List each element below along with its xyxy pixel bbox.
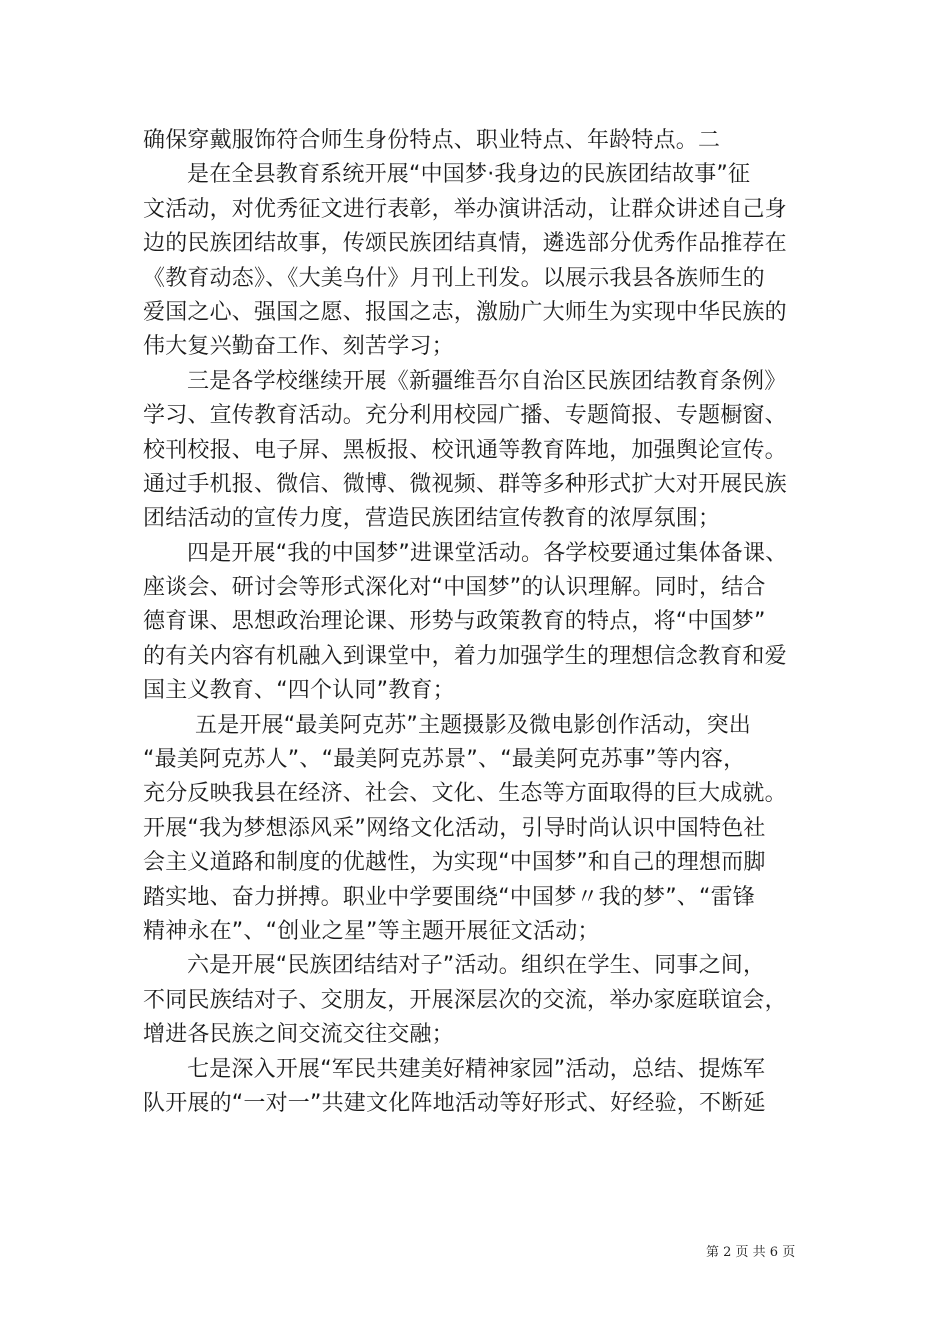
text-line: 开展“我为梦想添风采”网络文化活动，引导时尚认识中国特色社 [143, 815, 766, 841]
text-line: 团结活动的宣传力度，营造民族团结宣传教育的浓厚氛围； [143, 506, 721, 532]
text-line: 《教育动态》、《大美乌什》月刊上刊发。以展示我县各族师生的 [143, 265, 765, 291]
text-line: 队开展的“一对一”共建文化阵地活动等好形式、好经验，不断延 [143, 1090, 766, 1116]
text-line: 踏实地、奋力拼搏。职业中学要围绕“中国梦〃我的梦”、“雷锋 [143, 884, 755, 910]
text-line: 伟大复兴勤奋工作、刻苦学习； [143, 334, 454, 360]
text-line: 学习、宣传教育活动。充分利用校园广播、专题简报、专题橱窗、 [143, 403, 787, 429]
text-line: 国主义教育、“四个认同”教育； [143, 678, 455, 704]
text-line: 五是开展“最美阿克苏”主题摄影及微电影创作活动，突出 [195, 712, 751, 738]
text-line: 四是开展“我的中国梦”进课堂活动。各学校要通过集体备课、 [187, 540, 788, 566]
text-line: 充分反映我县在经济、社会、文化、生态等方面取得的巨大成就。 [143, 781, 787, 807]
text-line: “最美阿克苏人”、“最美阿克苏景”、“最美阿克苏事”等内容， [143, 747, 746, 773]
text-line: 精神永在”、“创业之星”等主题开展征文活动； [143, 918, 600, 944]
text-line: 三是各学校继续开展《新疆维吾尔自治区民族团结教育条例》 [187, 368, 787, 394]
text-line: 会主义道路和制度的优越性，为实现“中国梦”和自己的理想而脚 [143, 850, 766, 876]
text-line: 的有关内容有机融入到课堂中，着力加强学生的理想信念教育和爱 [143, 643, 787, 669]
text-line: 六是开展“民族团结结对子”活动。组织在学生、同事之间， [187, 953, 766, 979]
document-body [143, 124, 823, 1121]
text-line: 文活动，对优秀征文进行表彰，举办演讲活动，让群众讲述自己身 [143, 196, 787, 222]
text-line: 校刊校报、电子屏、黑板报、校讯通等教育阵地，加强舆论宣传。 [143, 437, 787, 463]
text-line: 通过手机报、微信、微博、微视频、群等多种形式扩大对开展民族 [143, 471, 787, 497]
page-number-footer: 第 2 页 共 6 页 [706, 1245, 796, 1260]
text-line: 七是深入开展“军民共建美好精神家园”活动，总结、提炼军 [187, 1056, 766, 1082]
text-line: 边的民族团结故事，传颂民族团结真情，遴选部分优秀作品推荐在 [143, 231, 787, 257]
text-line: 德育课、思想政治理论课、形势与政策教育的特点，将“中国梦” [143, 609, 766, 635]
text-line: 不同民族结对子、交朋友，开展深层次的交流，举办家庭联谊会， [143, 987, 787, 1013]
text-line: 增进各民族之间交流交往交融； [143, 1022, 454, 1048]
text-line: 座谈会、研讨会等形式深化对“中国梦”的认识理解。同时，结合 [143, 575, 766, 601]
text-line: 是在全县教育系统开展“中国梦·我身边的民族团结故事”征 [187, 162, 751, 188]
text-line: 爱国之心、强国之愿、报国之志，激励广大师生为实现中华民族的 [143, 299, 787, 325]
text-line: 确保穿戴服饰符合师生身份特点、职业特点、年龄特点。二 [143, 128, 721, 153]
